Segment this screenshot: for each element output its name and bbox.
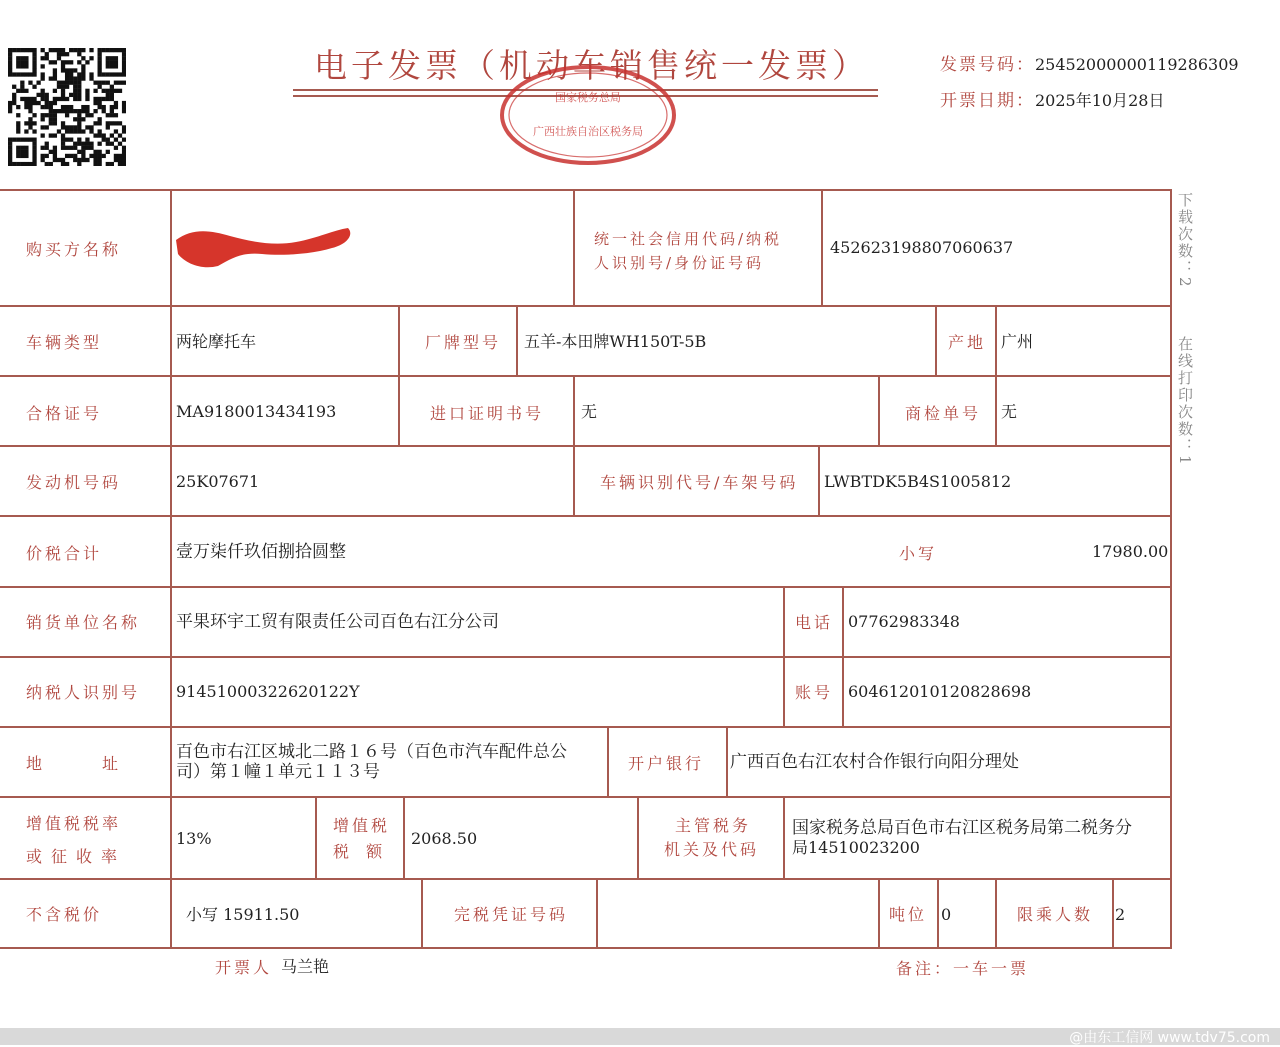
import-cert-label: 进口证明书号 (430, 404, 545, 423)
pretax-price-label: 不含税价 (26, 905, 103, 924)
phone-label: 电话 (795, 613, 834, 632)
authority-line1: 国家税务总局百色市右江区税务局第二税务分 (792, 818, 1132, 838)
address-line1: 百色市右江区城北二路１６号（百色市汽车配件总公 (176, 742, 567, 762)
total-label: 价税合计 (26, 544, 103, 563)
remark: 备注：一车一票 (896, 959, 1030, 978)
vehicle-type-label: 车辆类型 (26, 333, 103, 352)
account-label: 账号 (795, 683, 834, 702)
total-small-value: 17980.00 (1092, 542, 1169, 561)
tax-rate-label-line2: 或征收率 (26, 847, 127, 866)
origin-value: 广州 (1001, 332, 1034, 351)
phone-value: 07762983348 (848, 612, 960, 631)
issuer-label: 开票人 (215, 958, 273, 977)
import-cert-value: 无 (581, 402, 598, 421)
vin-label: 车辆识别代号/车架号码 (600, 473, 799, 492)
invoice-date-label: 开票日期： (940, 91, 1035, 111)
tax-rate-label-line1: 增值税税率 (26, 814, 122, 833)
total-in-words: 壹万柒仟玖佰捌拾圆整 (176, 542, 346, 562)
inspection-value: 无 (1001, 402, 1018, 421)
invoice-number-label: 发票号码： (940, 55, 1035, 75)
address-line2: 司）第１幢１单元１１３号 (176, 762, 380, 782)
svg-text:广西壮族自治区税务局: 广西壮族自治区税务局 (533, 125, 643, 138)
vehicle-type-value: 两轮摩托车 (176, 332, 257, 351)
invoice-number-value: 25452000000119286309 (1035, 55, 1239, 74)
duty-voucher-label: 完税凭证号码 (454, 905, 569, 924)
buyer-name-label: 购买方名称 (26, 240, 122, 259)
invoice-date (940, 86, 1164, 111)
buyer-name-redaction (172, 222, 356, 272)
credit-code-label-line1: 统一社会信用代码/纳税 (594, 230, 783, 248)
passengers-value: 2 (1115, 905, 1126, 924)
download-count: 下载次数：2 (1176, 192, 1194, 289)
credit-code-label-line2: 人识别号/身份证号码 (594, 254, 765, 272)
watermark: @由东工信网 www.tdv75.com (1069, 1030, 1270, 1046)
invoice-date-value: 2025年10月28日 (1035, 91, 1165, 110)
bank-label: 开户银行 (628, 754, 705, 773)
svg-text:国家税务总局: 国家税务总局 (555, 91, 621, 104)
qr-code (8, 48, 126, 166)
vat-amount-label-line2: 税 额 (333, 842, 389, 861)
invoice-title: 电子发票（机动车销售统一发票） (314, 46, 869, 85)
tonnage-label: 吨位 (889, 905, 928, 924)
official-seal (497, 63, 679, 168)
pretax-price-value: 小写 15911.50 (186, 905, 300, 924)
origin-label: 产地 (948, 333, 987, 352)
address-label: 地址 (26, 754, 179, 773)
tax-rate-value: 13% (176, 829, 212, 848)
authority-label-line1: 主管税务 (675, 816, 752, 835)
authority-label-line2: 机关及代码 (664, 840, 760, 859)
authority-line2: 局14510023200 (792, 838, 920, 857)
taxpayer-id-value: 91451000322620122Y (176, 682, 360, 701)
brand-model-label: 厂牌型号 (425, 333, 502, 352)
print-count: 在线打印次数：1 (1176, 336, 1194, 467)
vat-amount-label-line1: 增值税 (333, 816, 391, 835)
issuer-value: 马兰艳 (281, 957, 330, 976)
invoice-number (940, 50, 1239, 75)
account-value: 604612010120828698 (848, 682, 1032, 701)
passengers-label: 限乘人数 (1017, 905, 1094, 924)
vat-amount-value: 2068.50 (411, 829, 478, 848)
certificate-value: MA9180013434193 (176, 402, 337, 421)
engine-number-label: 发动机号码 (26, 473, 122, 492)
certificate-label: 合格证号 (26, 404, 103, 423)
taxpayer-id-label: 纳税人识别号 (26, 683, 141, 702)
engine-number-value: 25K07671 (176, 472, 260, 491)
total-small-label: 小写 (899, 544, 938, 563)
brand-model-value: 五羊-本田牌WH150T-5B (524, 332, 707, 351)
tonnage-value: 0 (941, 905, 952, 924)
seller-value: 平果环宇工贸有限责任公司百色右江分公司 (176, 612, 499, 632)
credit-code-value: 452623198807060637 (830, 238, 1014, 257)
vin-value: LWBTDK5B4S1005812 (824, 472, 1012, 491)
seller-label: 销货单位名称 (26, 613, 141, 632)
inspection-label: 商检单号 (905, 404, 982, 423)
bank-value: 广西百色右江农村合作银行向阳分理处 (730, 752, 1019, 772)
